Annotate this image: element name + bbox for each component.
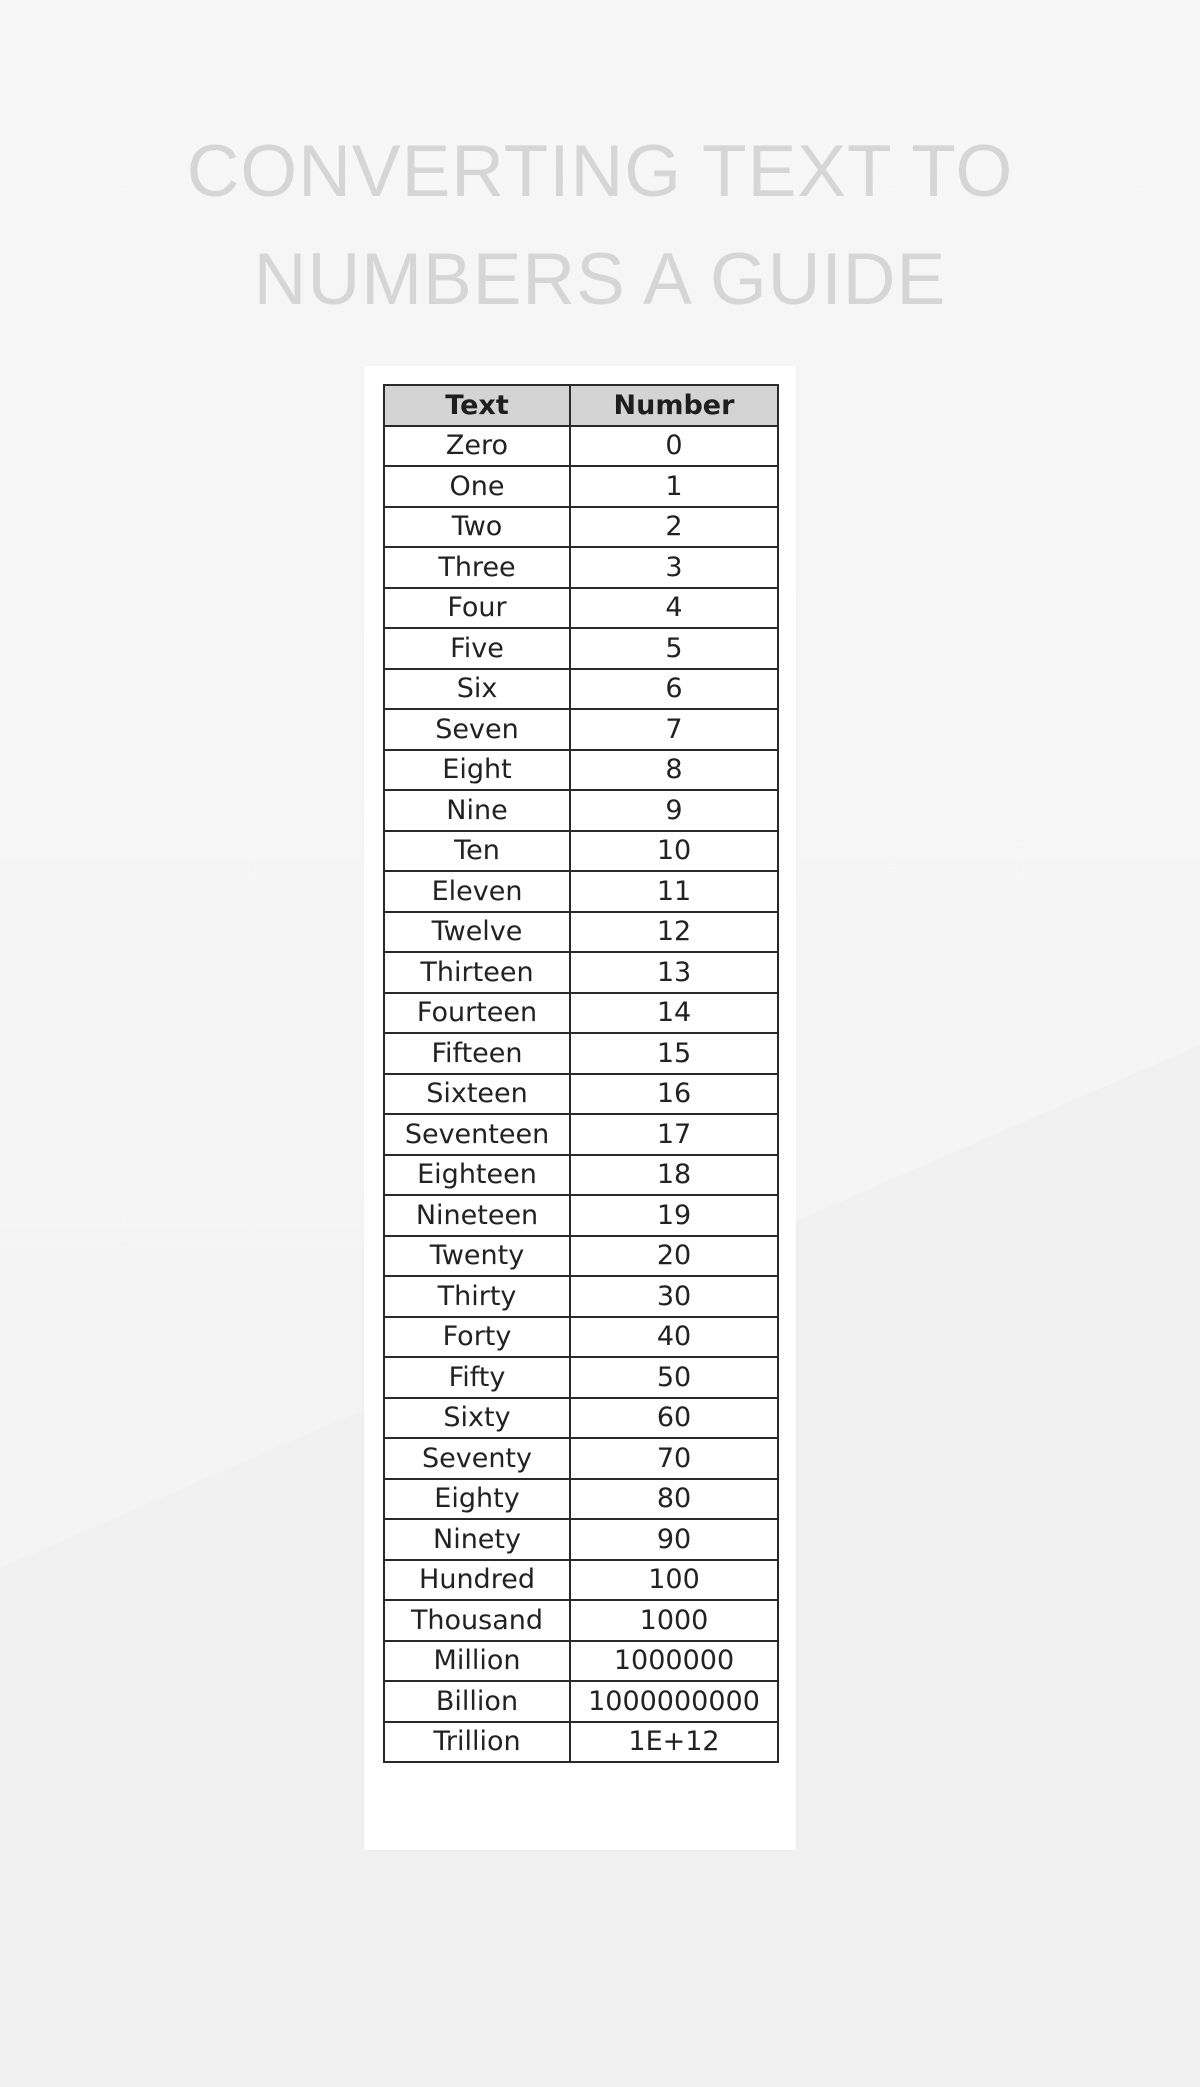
table-row — [384, 1722, 778, 1763]
table-row — [384, 831, 778, 872]
cell-number: 16 — [570, 1074, 778, 1115]
table-row — [384, 1560, 778, 1601]
cell-text: Zero — [384, 426, 570, 467]
cell-text: Eleven — [384, 871, 570, 912]
cell-text: Fifteen — [384, 1033, 570, 1074]
cell-number: 19 — [570, 1195, 778, 1236]
cell-text: Hundred — [384, 1560, 570, 1601]
cell-text: Ninety — [384, 1519, 570, 1560]
table-row — [384, 1317, 778, 1358]
cell-number: 20 — [570, 1236, 778, 1277]
cell-number: 18 — [570, 1155, 778, 1196]
cell-number: 9 — [570, 790, 778, 831]
cell-text: Seventy — [384, 1438, 570, 1479]
table-row — [384, 790, 778, 831]
table-row — [384, 1276, 778, 1317]
page-title — [0, 118, 1200, 334]
cell-number: 50 — [570, 1357, 778, 1398]
table-row — [384, 1357, 778, 1398]
cell-text: Three — [384, 547, 570, 588]
table-row — [384, 1074, 778, 1115]
cell-number: 0 — [570, 426, 778, 467]
cell-text: Million — [384, 1641, 570, 1682]
cell-number: 5 — [570, 628, 778, 669]
cell-number: 10 — [570, 831, 778, 872]
cell-text: Nine — [384, 790, 570, 831]
table-row — [384, 1195, 778, 1236]
cell-number: 3 — [570, 547, 778, 588]
cell-number: 1000000000 — [570, 1681, 778, 1722]
cell-text: Nineteen — [384, 1195, 570, 1236]
page-title-line-1: CONVERTING TEXT TO — [186, 131, 1014, 212]
cell-number: 14 — [570, 993, 778, 1034]
cell-number: 40 — [570, 1317, 778, 1358]
cell-text: Two — [384, 507, 570, 548]
column-header-number: Number — [570, 385, 778, 426]
cell-text: Sixty — [384, 1398, 570, 1439]
table-row — [384, 1033, 778, 1074]
cell-text: Thirteen — [384, 952, 570, 993]
cell-text: Forty — [384, 1317, 570, 1358]
table-row — [384, 1479, 778, 1520]
table-row — [384, 993, 778, 1034]
table-row — [384, 1236, 778, 1277]
cell-text: One — [384, 466, 570, 507]
cell-number: 11 — [570, 871, 778, 912]
table-row — [384, 709, 778, 750]
table-row — [384, 669, 778, 710]
cell-text: Four — [384, 588, 570, 629]
cell-text: Five — [384, 628, 570, 669]
table-row — [384, 750, 778, 791]
cell-number: 6 — [570, 669, 778, 710]
table-row — [384, 1114, 778, 1155]
cell-text: Eighty — [384, 1479, 570, 1520]
table-row — [384, 1398, 778, 1439]
table-row — [384, 628, 778, 669]
cell-number: 8 — [570, 750, 778, 791]
table-row — [384, 426, 778, 467]
cell-text: Fourteen — [384, 993, 570, 1034]
table-row — [384, 588, 778, 629]
conversion-table — [383, 384, 779, 1763]
cell-text: Thirty — [384, 1276, 570, 1317]
column-header-text: Text — [384, 385, 570, 426]
table-row — [384, 1641, 778, 1682]
cell-number: 80 — [570, 1479, 778, 1520]
cell-text: Seventeen — [384, 1114, 570, 1155]
table-row — [384, 912, 778, 953]
cell-number: 60 — [570, 1398, 778, 1439]
table-row — [384, 1519, 778, 1560]
cell-text: Ten — [384, 831, 570, 872]
cell-number: 70 — [570, 1438, 778, 1479]
table-row — [384, 547, 778, 588]
cell-number: 1E+12 — [570, 1722, 778, 1763]
page-title-line-2: NUMBERS A GUIDE — [253, 239, 947, 320]
table-body — [384, 426, 778, 1763]
cell-number: 100 — [570, 1560, 778, 1601]
cell-text: Eight — [384, 750, 570, 791]
cell-text: Eighteen — [384, 1155, 570, 1196]
cell-number: 17 — [570, 1114, 778, 1155]
cell-text: Seven — [384, 709, 570, 750]
cell-text: Fifty — [384, 1357, 570, 1398]
table-row — [384, 466, 778, 507]
table-header-row — [384, 385, 778, 426]
table-row — [384, 1681, 778, 1722]
cell-number: 12 — [570, 912, 778, 953]
cell-text: Twelve — [384, 912, 570, 953]
cell-text: Twenty — [384, 1236, 570, 1277]
cell-text: Six — [384, 669, 570, 710]
cell-number: 1000 — [570, 1600, 778, 1641]
cell-text: Billion — [384, 1681, 570, 1722]
cell-number: 1 — [570, 466, 778, 507]
table-card — [364, 366, 796, 1850]
cell-number: 7 — [570, 709, 778, 750]
cell-number: 2 — [570, 507, 778, 548]
cell-number: 15 — [570, 1033, 778, 1074]
cell-number: 90 — [570, 1519, 778, 1560]
cell-text: Sixteen — [384, 1074, 570, 1115]
cell-number: 4 — [570, 588, 778, 629]
cell-text: Thousand — [384, 1600, 570, 1641]
cell-text: Trillion — [384, 1722, 570, 1763]
cell-number: 13 — [570, 952, 778, 993]
table-row — [384, 1438, 778, 1479]
table-row — [384, 952, 778, 993]
table-row — [384, 507, 778, 548]
cell-number: 1000000 — [570, 1641, 778, 1682]
table-row — [384, 871, 778, 912]
table-row — [384, 1155, 778, 1196]
cell-number: 30 — [570, 1276, 778, 1317]
table-row — [384, 1600, 778, 1641]
